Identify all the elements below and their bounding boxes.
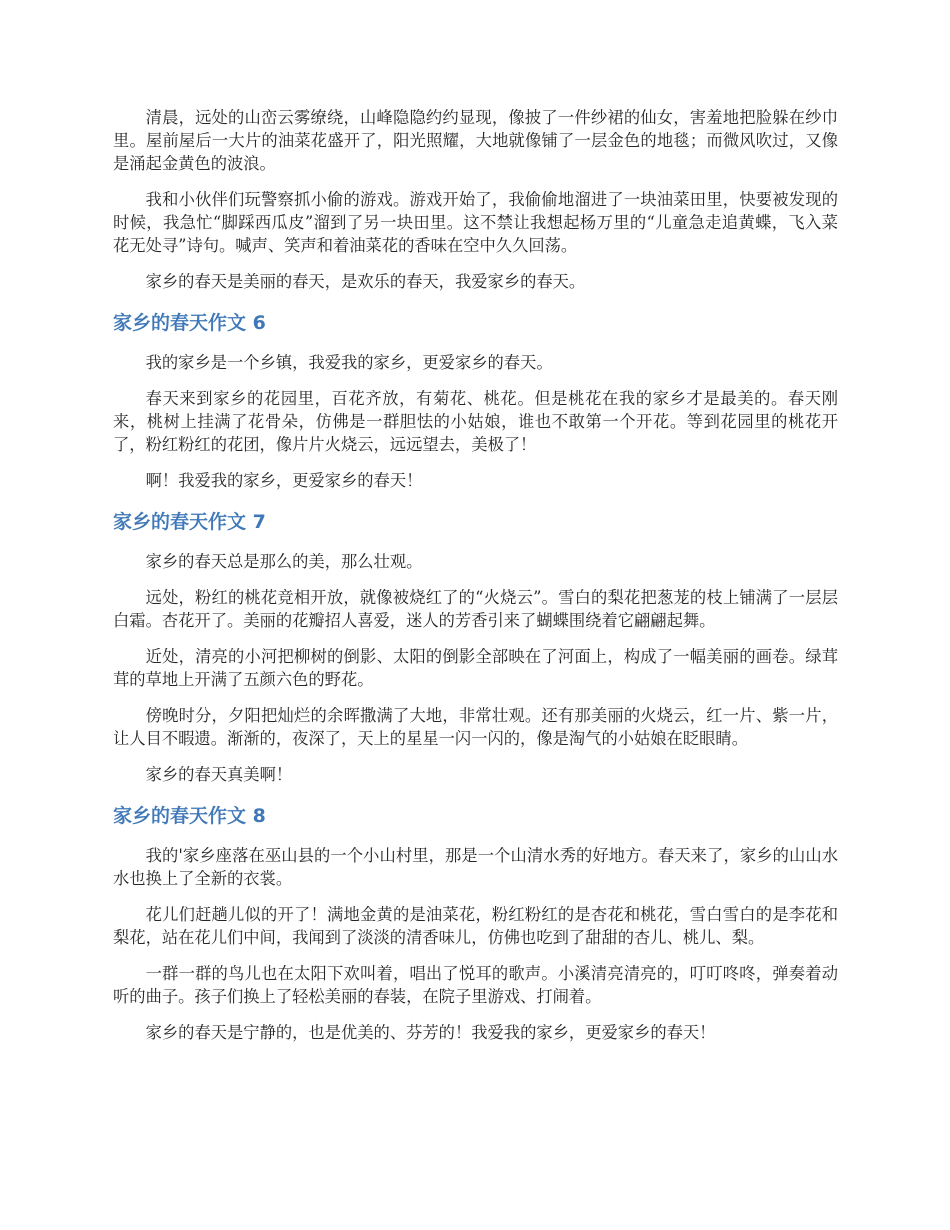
paragraph: 花儿们赶趟儿似的开了！满地金黄的是油菜花，粉红粉红的是杏花和桃花，雪白雪白的是李花和梨花，站在花儿们中间，我闻到了淡淡的清香味儿，仿佛也吃到了甜甜的杏儿、桃儿、梨。: [113, 905, 838, 947]
paragraph: 远处，粉红的桃花竞相开放，就像被烧红了的“火烧云”。雪白的梨花把葱茏的枝上铺满了一层层白霜。杏花开了。美丽的花瓣招人喜爱，迷人的芳香引来了蝴蝶围绕着它翩翩起舞。: [113, 588, 838, 630]
section-continued: [113, 106, 838, 293]
paragraph: 我和小伙伴们玩警察抓小偷的游戏。游戏开始了，我偷偷地溜进了一块油菜田里，快要被发现的时候，我急忙“脚踩西瓜皮”溜到了另一块田里。这不禁让我想起杨万里的“儿童急走追黄蝶，飞入菜花无处寻”诗句。喊声、笑声和着油菜花的香味在空中久久回荡。: [113, 190, 838, 255]
paragraph: 啊！我爱我的家乡，更爱家乡的春天！: [145, 471, 423, 490]
section-heading: 家乡的春天作文 8: [113, 805, 266, 827]
paragraph: 家乡的春天是美丽的春天，是欢乐的春天，我爱家乡的春天。: [145, 272, 586, 291]
section-heading: 家乡的春天作文 6: [113, 312, 266, 334]
paragraph: 我的家乡是一个乡镇，我爱我的家乡，更爱家乡的春天。: [145, 353, 553, 372]
paragraph: 一群一群的鸟儿也在太阳下欢叫着，唱出了悦耳的歌声。小溪清亮清亮的，叮叮咚咚，弹奏着动听的曲子。孩子们换上了轻松美丽的春装，在院子里游戏、打闹着。: [113, 964, 838, 1006]
paragraph: 我的'家乡座落在巫山县的一个小山村里，那是一个山清水秀的好地方。春天来了，家乡的山山水水也换上了全新的衣裳。: [113, 846, 838, 888]
paragraph: 近处，清亮的小河把柳树的倒影、太阳的倒影全部映在了河面上，构成了一幅美丽的画卷。绿茸茸的草地上开满了五颜六色的野花。: [113, 647, 838, 689]
section-essay-8: [113, 804, 838, 1044]
paragraph: 春天来到家乡的花园里，百花齐放，有菊花、桃花。但是桃花在我的家乡才是最美的。春天刚来，桃树上挂满了花骨朵，仿佛是一群胆怯的小姑娘，谁也不敢第一个开花。等到花园里的桃花开了，粉红粉红的花团，像片片火烧云，远远望去，美极了！: [113, 389, 838, 454]
paragraph: 清晨，远处的山峦云雾缭绕，山峰隐隐约约显现，像披了一件纱裙的仙女，害羞地把脸躲在纱巾里。屋前屋后一大片的油菜花盛开了，阳光照耀，大地就像铺了一层金色的地毯；而微风吹过，又像是涌起金黄色的波浪。: [113, 108, 838, 173]
paragraph: 家乡的春天总是那么的美，那么壮观。: [145, 552, 423, 571]
paragraph: 家乡的春天真美啊！: [145, 765, 293, 784]
paragraph: 傍晚时分，夕阳把灿烂的余晖撒满了大地，非常壮观。还有那美丽的火烧云，红一片、紫一片，让人目不暇遗。渐渐的，夜深了，天上的星星一闪一闪的，像是淘气的小姑娘在眨眼睛。: [113, 706, 838, 748]
document-page: [113, 106, 838, 1057]
section-heading: 家乡的春天作文 7: [113, 511, 266, 533]
section-essay-7: [113, 510, 838, 786]
section-essay-6: [113, 311, 838, 492]
paragraph: 家乡的春天是宁静的，也是优美的、芬芳的！我爱我的家乡，更爱家乡的春天！: [145, 1023, 716, 1042]
